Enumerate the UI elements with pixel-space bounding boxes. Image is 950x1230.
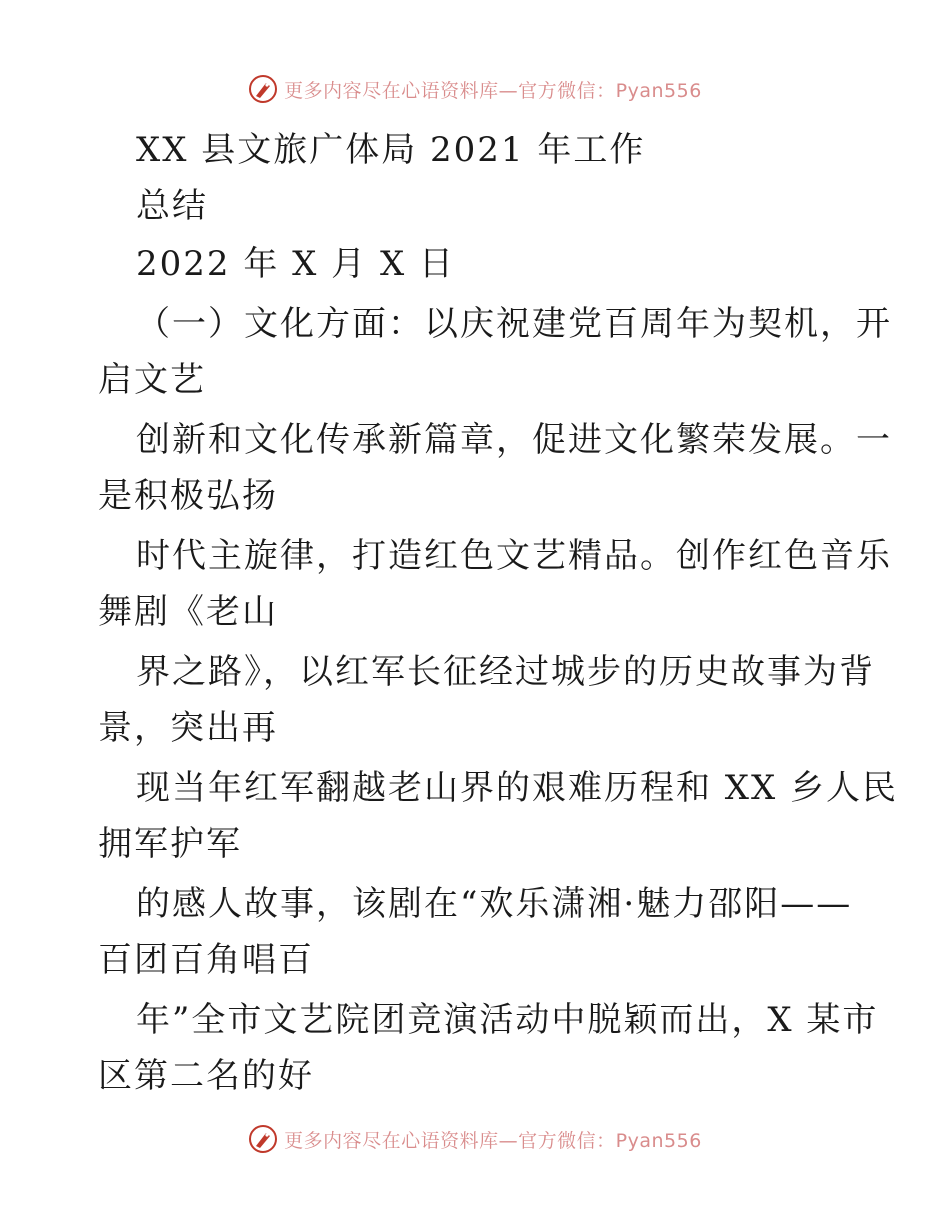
paragraph-line: 现当年红军翻越老山界的艰难历程和 XX 乡人民 (136, 768, 899, 808)
paragraph-line: 启文艺 (98, 360, 206, 400)
paragraph-line: （一）文化方面：以庆祝建党百周年为契机，开 (136, 304, 892, 344)
paragraph-line: 区第二名的好 (98, 1056, 314, 1096)
pen-nib-icon (248, 1124, 278, 1154)
paragraph-line: 舞剧《老山 (98, 592, 278, 632)
paragraph-line: 景，突出再 (98, 708, 278, 748)
paragraph-line: 年”全市文艺院团竞演活动中脱颖而出，X 某市 (136, 1000, 879, 1040)
watermark-text: 更多内容尽在心语资料库—官方微信：Pyan556 (284, 79, 702, 102)
document-title-line-2: 总结 (136, 186, 208, 226)
document-date: 2022 年 X 月 X 日 (136, 244, 455, 284)
paragraph-line: 拥军护军 (98, 824, 242, 864)
paragraph-line: 时代主旋律，打造红色文艺精品。创作红色音乐 (136, 536, 892, 576)
paragraph-line: 的感人故事，该剧在“欢乐潇湘·魅力邵阳—— (136, 884, 853, 924)
paragraph-line: 界之路》，以红军长征经过城步的历史故事为背 (136, 652, 875, 692)
paragraph-line: 百团百角唱百 (98, 940, 314, 980)
pen-nib-icon (248, 74, 278, 104)
footer-watermark (0, 1122, 950, 1156)
header-watermark (0, 72, 950, 106)
paragraph-line: 创新和文化传承新篇章，促进文化繁荣发展。一 (136, 420, 892, 460)
watermark-text: 更多内容尽在心语资料库—官方微信：Pyan556 (284, 1129, 702, 1152)
paragraph-line: 是积极弘扬 (98, 476, 278, 516)
document-title-line-1: XX 县文旅广体局 2021 年工作 (136, 130, 646, 170)
